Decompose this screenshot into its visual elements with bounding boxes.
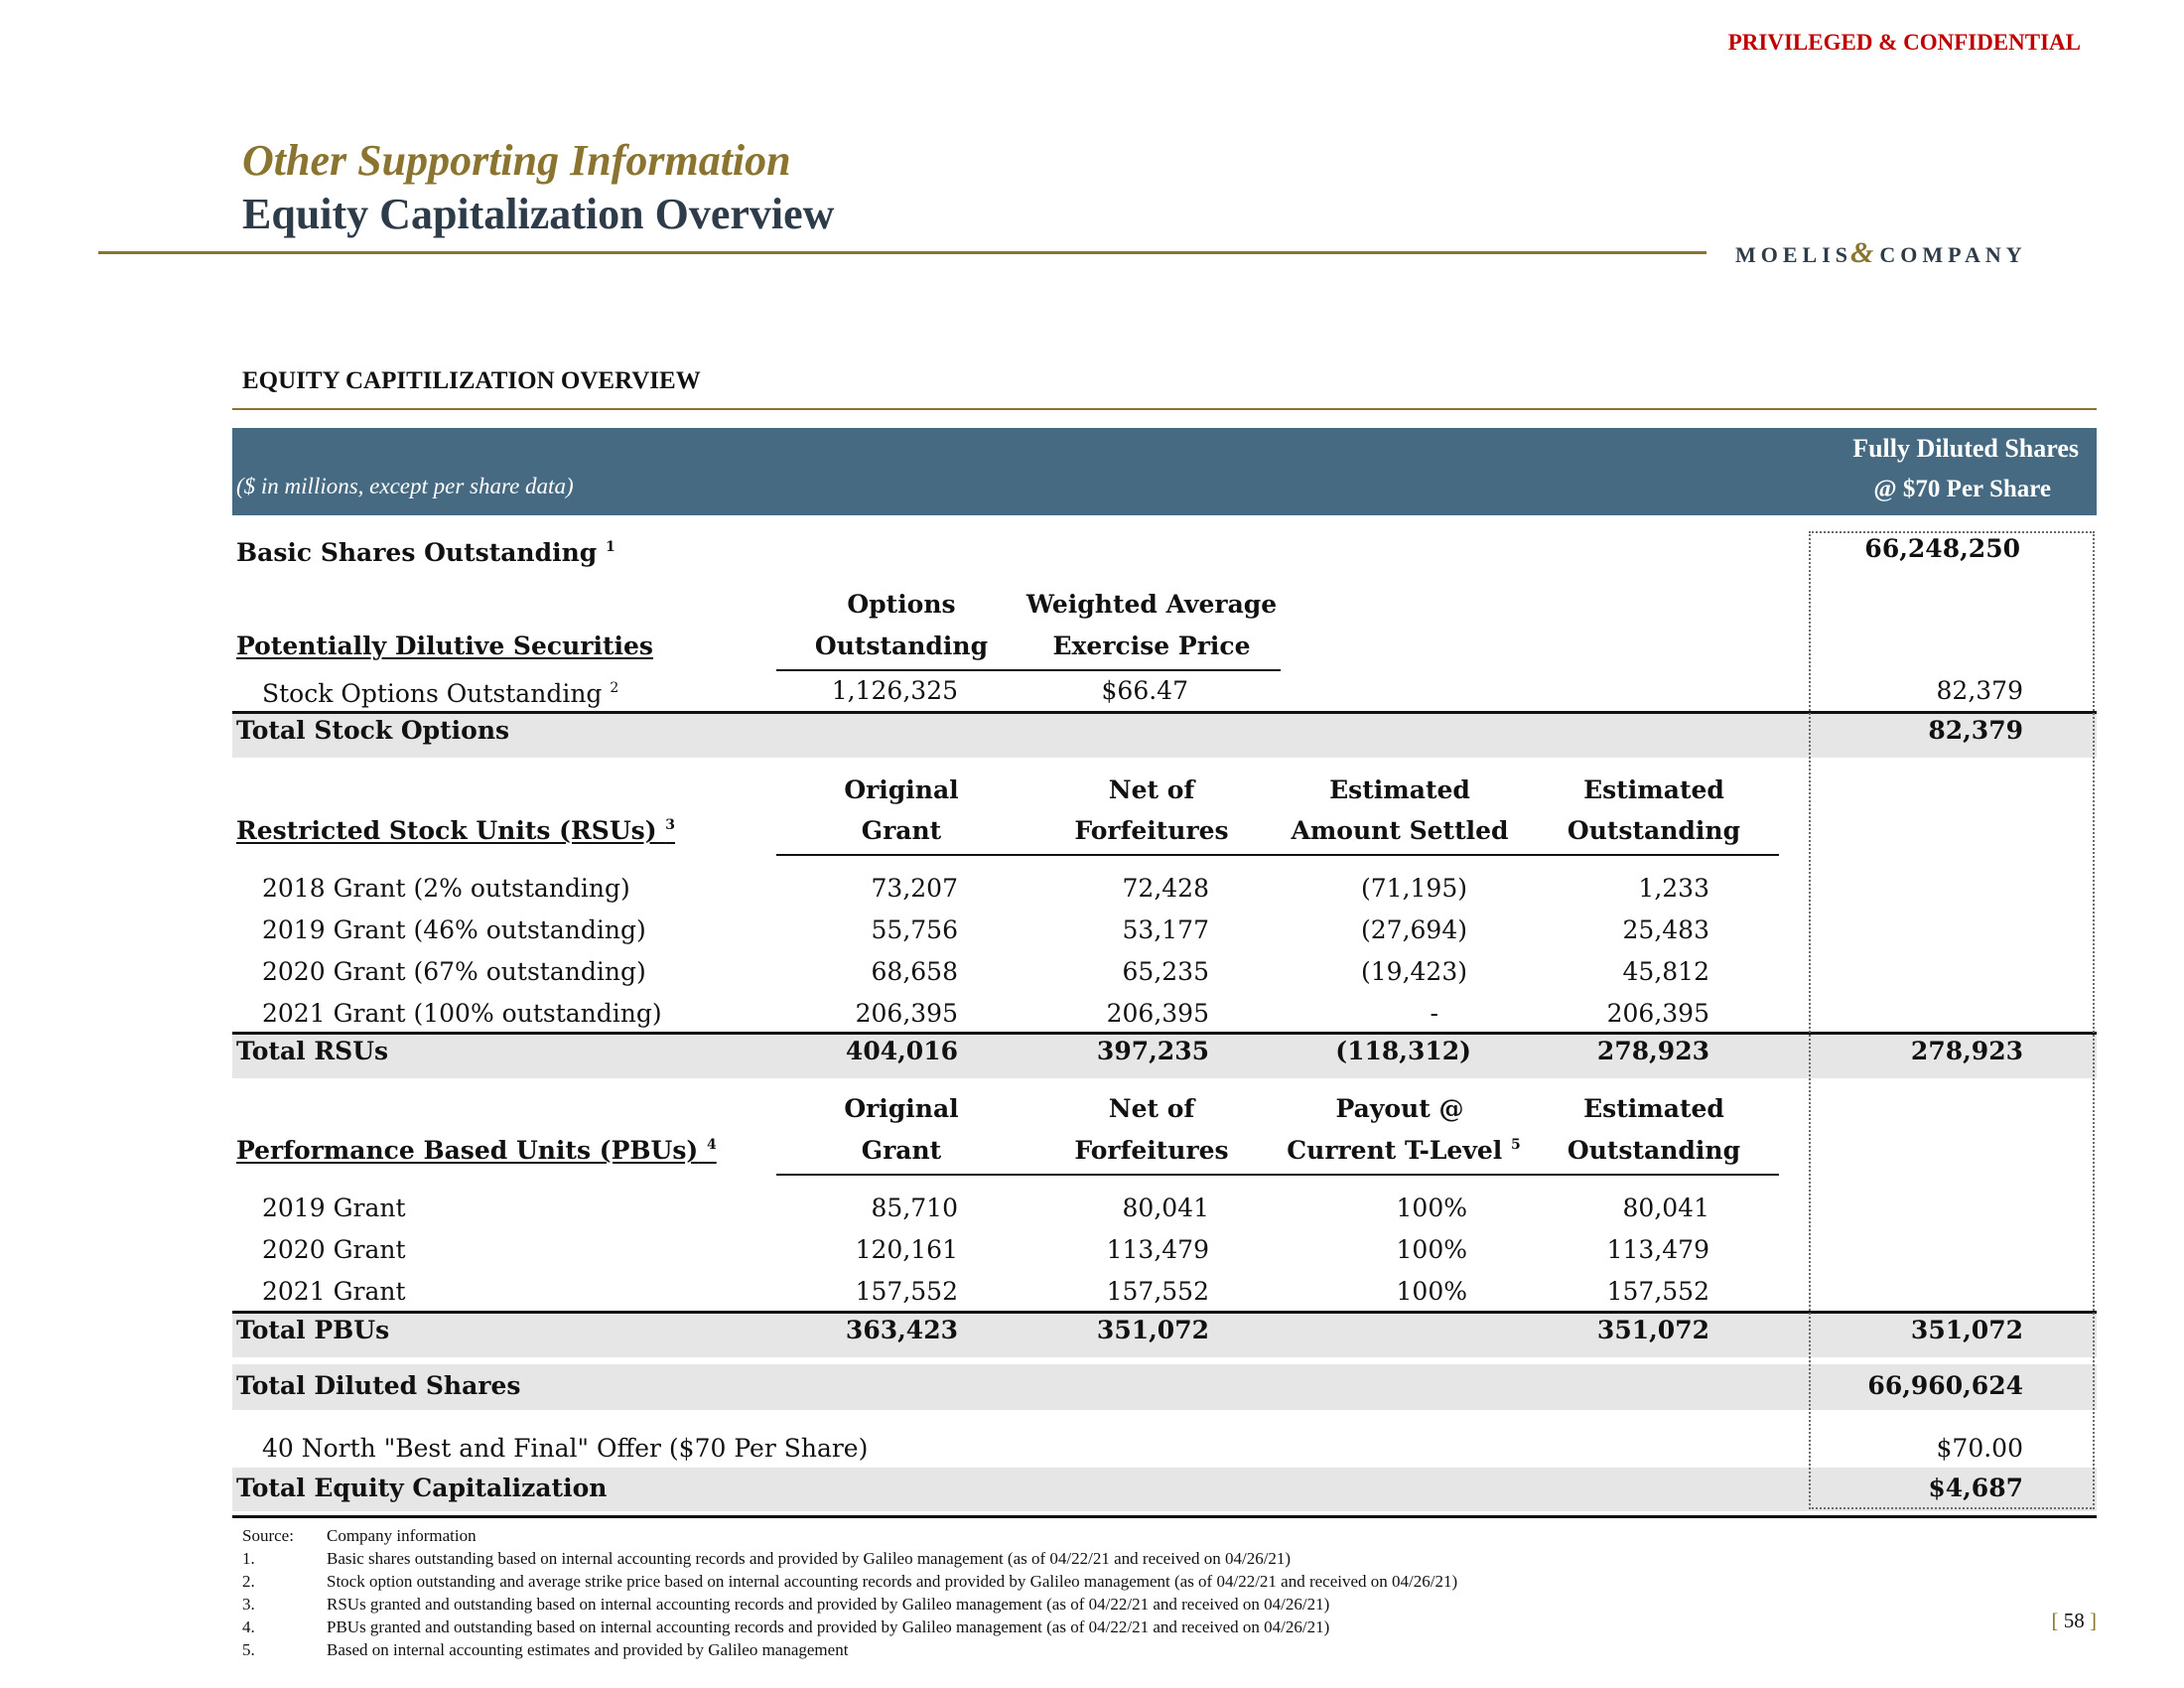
rsu-row-net: 65,235 <box>1122 957 1209 986</box>
pbu-row-net: 80,041 <box>1122 1194 1209 1222</box>
rsu-col4-line2: Outstanding <box>1567 816 1741 845</box>
rsu-heading: Restricted Stock Units (RSUs) $^3$ <box>236 816 675 845</box>
pbu-row-outstanding: 113,479 <box>1606 1235 1709 1264</box>
pbu-col3-line2: Current T-Level $^5$ <box>1287 1136 1521 1165</box>
rsu-row-settled: - <box>1430 999 1438 1028</box>
rsu-row-grant: 68,658 <box>871 957 958 986</box>
basic-shares-label: Basic Shares Outstanding $^1$ <box>236 538 615 567</box>
total-rsus-fd: 278,923 <box>1910 1037 2023 1065</box>
total-pbus-grant: 363,423 <box>845 1316 958 1344</box>
options-header-rule <box>776 669 1281 671</box>
units-note: ($ in millions, except per share data) <box>236 474 574 498</box>
title-divider <box>98 251 1706 254</box>
rsu-row-grant: 55,756 <box>871 915 958 944</box>
footnote-text: Based on internal accounting estimates and provided by Galileo management <box>327 1640 849 1659</box>
total-rsus-grant: 404,016 <box>845 1037 958 1065</box>
rsu-row-settled: (27,694) <box>1361 915 1467 944</box>
pbu-row-grant: 157,552 <box>855 1277 958 1306</box>
rsu-col3-line2: Amount Settled <box>1291 816 1509 845</box>
total-pbus-outstanding: 351,072 <box>1596 1316 1709 1344</box>
footnote-key: Source: <box>242 1526 294 1545</box>
footnote-text: Stock option outstanding and average strike price based on internal accounting records and provided by Galileo management (as of 04/22/21 and received on 04/26/21) <box>327 1572 1458 1591</box>
footnote-key: 3. <box>242 1595 255 1614</box>
options-col1-line2: Outstanding <box>814 632 989 660</box>
pbu-col1-line1: Original <box>844 1094 959 1123</box>
total-equity-value: $4,687 <box>1928 1474 2023 1502</box>
footnote-key: 1. <box>242 1549 255 1568</box>
footnote-key: 2. <box>242 1572 255 1591</box>
logo-ampersand: & <box>1850 236 1874 269</box>
rsu-col2-line1: Net of <box>1108 775 1195 804</box>
total-options-fd: 82,379 <box>1928 716 2023 745</box>
pbu-header-rule <box>776 1174 1779 1176</box>
options-row-label: Stock Options Outstanding $^2$ <box>262 679 619 708</box>
rsu-row-grant: 206,395 <box>855 999 958 1028</box>
rsu-col2-line2: Forfeitures <box>1074 816 1229 845</box>
rsu-row-label: 2021 Grant (100% outstanding) <box>262 999 662 1028</box>
fd-column-header-line1: Fully Diluted Shares <box>1852 434 2079 463</box>
options-outstanding-value: 1,126,325 <box>831 676 958 705</box>
rsu-row-label: 2019 Grant (46% outstanding) <box>262 915 646 944</box>
footnote-key: 4. <box>242 1618 255 1636</box>
logo-text-right: COMPANY <box>1879 242 2027 267</box>
options-fd-value: 82,379 <box>1936 676 2023 705</box>
rsu-row-outstanding: 1,233 <box>1638 874 1709 903</box>
options-col1-line1: Options <box>847 590 956 619</box>
total-rsus-net: 397,235 <box>1096 1037 1209 1065</box>
pbu-col4-line1: Estimated <box>1583 1094 1724 1123</box>
total-equity-label: Total Equity Capitalization <box>236 1474 608 1502</box>
rsu-row-label: 2018 Grant (2% outstanding) <box>262 874 630 903</box>
footnote-text: RSUs granted and outstanding based on internal accounting records and provided by Galileo management (as of 04/22/21 and received on 04/26/21) <box>327 1595 1330 1614</box>
pbu-col1-line2: Grant <box>861 1136 942 1165</box>
pbu-heading: Performance Based Units (PBUs) $^4$ <box>236 1136 717 1165</box>
rsu-col4-line1: Estimated <box>1583 775 1724 804</box>
total-rsus-settled: (118,312) <box>1335 1037 1471 1065</box>
options-col2-line1: Weighted Average <box>1025 590 1278 619</box>
rsu-header-rule <box>776 854 1779 856</box>
rsu-row-grant: 73,207 <box>871 874 958 903</box>
rsu-row-label: 2020 Grant (67% outstanding) <box>262 957 646 986</box>
pbu-row-outstanding: 157,552 <box>1606 1277 1709 1306</box>
pbu-col2-line2: Forfeitures <box>1074 1136 1229 1165</box>
pbu-row-payout: 100% <box>1396 1194 1467 1222</box>
page-number: [ 58 ] <box>2051 1609 2097 1632</box>
total-pbus-net: 351,072 <box>1096 1316 1209 1344</box>
table-header-bar <box>232 428 2097 515</box>
section-divider <box>232 408 2097 410</box>
total-rsus-label: Total RSUs <box>236 1037 389 1065</box>
pbu-row-label: 2019 Grant <box>262 1194 406 1222</box>
confidential-label: PRIVILEGED & CONFIDENTIAL <box>1727 30 2081 55</box>
rsu-row-net: 72,428 <box>1122 874 1209 903</box>
section-title: EQUITY CAPITILIZATION OVERVIEW <box>242 367 701 394</box>
footnote-text: Company information <box>327 1526 477 1545</box>
pbu-row-payout: 100% <box>1396 1235 1467 1264</box>
page-title: Equity Capitalization Overview <box>242 190 835 238</box>
total-diluted-value: 66,960,624 <box>1867 1371 2023 1400</box>
total-pbus-fd: 351,072 <box>1910 1316 2023 1344</box>
rsu-row-settled: (71,195) <box>1361 874 1467 903</box>
page-supertitle: Other Supporting Information <box>242 136 791 185</box>
offer-label: 40 North "Best and Final" Offer ($70 Per Share) <box>262 1434 869 1463</box>
pbu-col2-line1: Net of <box>1108 1094 1195 1123</box>
rsu-col3-line1: Estimated <box>1329 775 1470 804</box>
pbu-row-label: 2021 Grant <box>262 1277 406 1306</box>
pbu-row-outstanding: 80,041 <box>1622 1194 1709 1222</box>
rsu-row-outstanding: 45,812 <box>1622 957 1709 986</box>
total-rsus-outstanding: 278,923 <box>1596 1037 1709 1065</box>
basic-shares-value: 66,248,250 <box>1864 534 2020 563</box>
total-diluted-label: Total Diluted Shares <box>236 1371 521 1400</box>
pbu-row-label: 2020 Grant <box>262 1235 406 1264</box>
footnote-text: Basic shares outstanding based on internal accounting records and provided by Galileo management (as of 04/22/21 and received on 04/26/21) <box>327 1549 1292 1568</box>
fd-column-header-line2: @ $70 Per Share <box>1873 476 2051 502</box>
total-options-label: Total Stock Options <box>236 716 510 745</box>
options-col2-line2: Exercise Price <box>1052 632 1251 660</box>
pbu-row-net: 157,552 <box>1106 1277 1209 1306</box>
company-logo <box>1735 236 2027 270</box>
pbu-row-payout: 100% <box>1396 1277 1467 1306</box>
rsu-col1-line1: Original <box>844 775 959 804</box>
options-price-value: $66.47 <box>1101 676 1188 705</box>
rsu-row-settled: (19,423) <box>1361 957 1467 986</box>
rsu-col1-line2: Grant <box>861 816 942 845</box>
pbu-col3-line1: Payout @ <box>1335 1094 1464 1123</box>
offer-value: $70.00 <box>1936 1434 2023 1463</box>
rsu-row-net: 53,177 <box>1122 915 1209 944</box>
footnote-text: PBUs granted and outstanding based on internal accounting records and provided by Galileo management (as of 04/22/21 and received on 04/26/21) <box>327 1618 1330 1636</box>
pbu-col4-line2: Outstanding <box>1567 1136 1741 1165</box>
rsu-row-net: 206,395 <box>1106 999 1209 1028</box>
footnote-key: 5. <box>242 1640 255 1659</box>
pbu-row-net: 113,479 <box>1106 1235 1209 1264</box>
table-bottom-rule <box>232 1515 2097 1518</box>
pbu-row-grant: 120,161 <box>855 1235 958 1264</box>
logo-text-left: MOELIS <box>1735 242 1853 267</box>
rsu-row-outstanding: 206,395 <box>1606 999 1709 1028</box>
rsu-row-outstanding: 25,483 <box>1622 915 1709 944</box>
pbu-row-grant: 85,710 <box>871 1194 958 1222</box>
options-heading: Potentially Dilutive Securities <box>236 632 653 660</box>
total-pbus-label: Total PBUs <box>236 1316 390 1344</box>
